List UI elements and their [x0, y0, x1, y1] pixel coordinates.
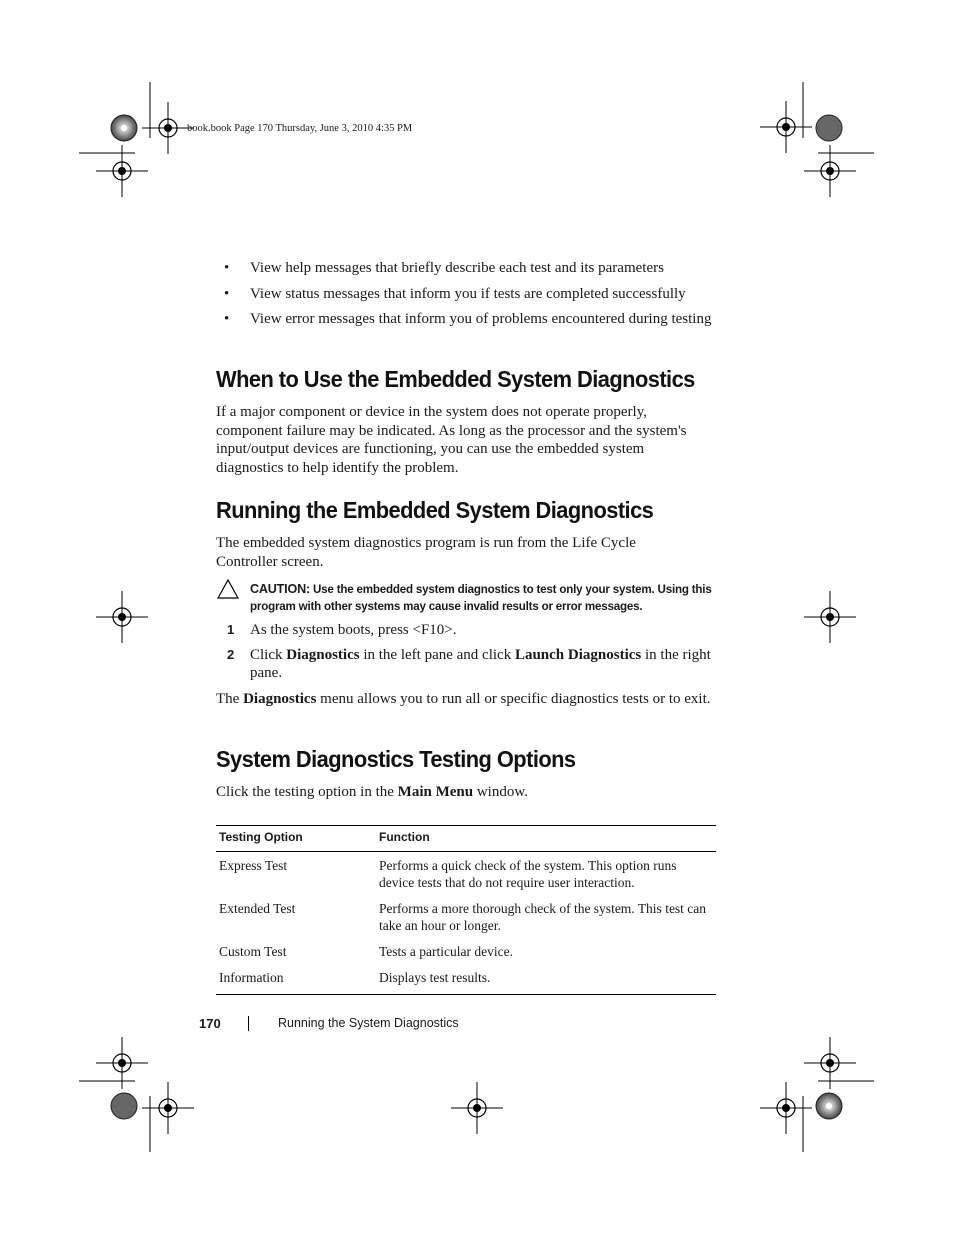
- table-row: [216, 852, 716, 899]
- list-item: • View error messages that inform you of problems encountered during testing: [222, 310, 712, 329]
- color-wheel-icon: [111, 115, 137, 141]
- table-cell-function: Performs a more thorough check of the system. This test can take an hour or longer.: [379, 901, 707, 933]
- step-number: 1: [227, 622, 235, 637]
- intro-bullet-list: [222, 259, 712, 336]
- table-cell-option: Custom Test: [219, 944, 287, 959]
- step-text: in the right pane.: [250, 646, 711, 682]
- table-row: [216, 967, 716, 995]
- caution-label: CAUTION:: [250, 582, 310, 596]
- registration-target-icon: [760, 101, 812, 153]
- color-wheel-icon: [816, 115, 842, 141]
- table-row: [216, 941, 716, 967]
- list-item: [222, 621, 716, 640]
- when-body-paragraph: If a major component or device in the system does not operate properly, component failure may be indicated. As long as the processor and the system's input/output devices are functioning, you can use the embedded system diagnostics to help identify the problem.: [216, 404, 687, 477]
- ui-term-launch-diagnostics: Launch Diagnostics: [514, 646, 642, 663]
- list-item: • View status messages that inform you if tests are completed successfully: [222, 285, 712, 304]
- table-cell-function: Tests a particular device.: [379, 944, 513, 959]
- list-item: [222, 646, 716, 683]
- table-header-row: [216, 826, 716, 852]
- testing-options-table: [216, 825, 716, 995]
- color-wheel-icon: [111, 1093, 137, 1119]
- step-number: 2: [227, 646, 235, 662]
- table-cell-option: Express Test: [219, 858, 288, 873]
- footer-divider: [248, 1016, 249, 1031]
- column-header-testing-option: Testing Option: [216, 826, 376, 852]
- table-cell-function: Displays test results.: [376, 967, 716, 995]
- step-text: As the system boots, press <F10>.: [250, 622, 457, 638]
- caution-text-block: [250, 581, 720, 615]
- step-text: Click: [250, 646, 287, 663]
- text-run: Click the testing option in the: [216, 784, 398, 800]
- ui-term-diagnostics: Diagnostics: [286, 646, 360, 663]
- print-header-stamp: book.book Page 170 Thursday, June 3, 2010 4:35 PM: [187, 123, 413, 134]
- registration-target-icon: [804, 591, 856, 643]
- list-item: • View help messages that briefly describe each test and its parameters: [222, 259, 712, 278]
- running-body-paragraph: The embedded system diagnostics program is run from the Life Cycle Controller screen.: [216, 535, 636, 570]
- color-wheel-icon: [816, 1093, 842, 1119]
- section-heading-running: Running the Embedded System Diagnostics: [216, 497, 654, 523]
- step-text: in the left pane and click: [359, 646, 515, 663]
- page-number: 170: [199, 1016, 221, 1031]
- text-run: The: [216, 691, 244, 707]
- registration-target-icon: [451, 1082, 503, 1134]
- ui-term-diagnostics: Diagnostics: [243, 691, 317, 707]
- options-intro-paragraph: [216, 783, 716, 802]
- caution-triangle-icon: [217, 579, 239, 599]
- section-heading-options: System Diagnostics Testing Options: [216, 746, 576, 772]
- table-cell-function: Performs a quick check of the system. This option runs device tests that do not require user interaction.: [379, 858, 677, 890]
- column-header-function: Function: [376, 826, 716, 852]
- text-run: menu allows you to run all or specific diagnostics tests or to exit.: [316, 691, 711, 707]
- steps-list: [222, 621, 716, 689]
- caution-message: Use the embedded system diagnostics to test only your system. Using this program with other systems may cause invalid results or error messages.: [250, 583, 712, 613]
- footer-chapter-title: Running the System Diagnostics: [278, 1016, 459, 1030]
- text-run: window.: [473, 784, 528, 800]
- section-heading-when: When to Use the Embedded System Diagnostics: [216, 366, 695, 392]
- table-row: [216, 898, 716, 941]
- table-cell-option: Extended Test: [219, 901, 296, 916]
- registration-target-icon: [96, 591, 148, 643]
- ui-term-main-menu: Main Menu: [397, 784, 474, 800]
- table-cell-option: Information: [216, 967, 376, 995]
- diagnostics-menu-paragraph: [216, 690, 716, 709]
- registration-target-icon: [760, 1082, 812, 1134]
